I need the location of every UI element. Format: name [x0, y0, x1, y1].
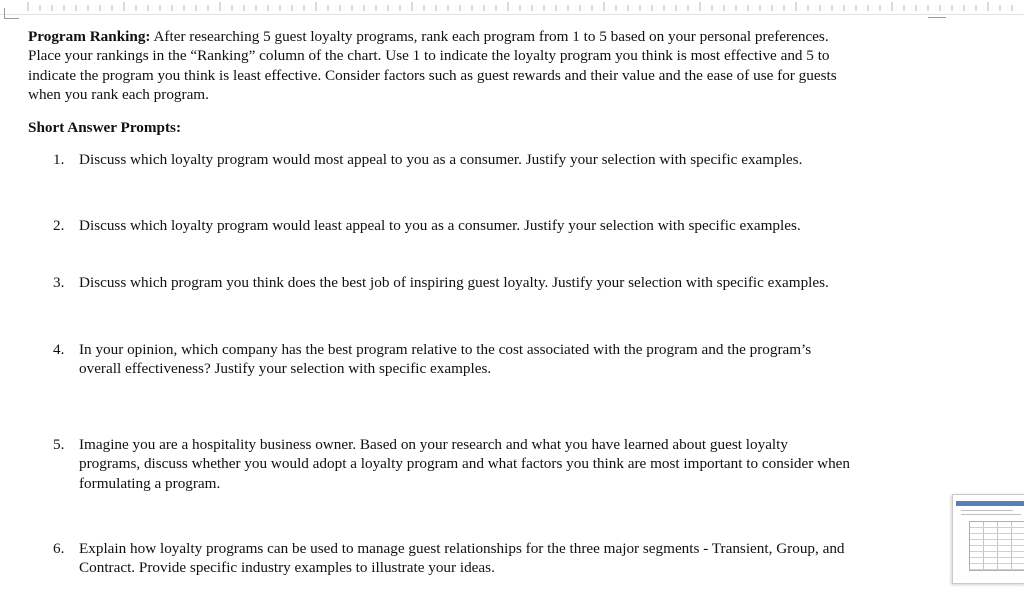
prompt-text-line: programs, discuss whether you would adopt a loyalty program and what factors you think are most important to consider when	[79, 455, 851, 473]
intro-line-4: when you rank each program.	[28, 86, 209, 104]
prompt-number: 2.	[53, 217, 65, 234]
prompt-text-line: Discuss which program you think does the best job of inspiring guest loyalty. Justify your selection with specific examples.	[79, 274, 829, 291]
document-body	[28, 27, 928, 137]
prompt-text-line: Explain how loyalty programs can be used to manage guest relationships for the three major segments - Transient, Group, and	[79, 540, 845, 557]
right-margin-marker[interactable]	[928, 12, 946, 18]
prompt-text-line: In your opinion, which company has the best program relative to the cost associated with the program and the program’s	[79, 341, 812, 358]
horizontal-ruler[interactable]	[0, 0, 1024, 15]
thumbnail-text-line	[961, 510, 1013, 511]
prompt-number: 4.	[53, 341, 65, 358]
prompt-text	[79, 273, 933, 292]
prompt-item-3	[53, 273, 933, 292]
page-thumbnail-preview[interactable]	[952, 494, 1024, 584]
prompt-item-1	[53, 150, 933, 169]
program-ranking-heading: Program Ranking:	[28, 28, 151, 45]
program-ranking-paragraph	[28, 27, 928, 105]
prompt-item-5	[53, 435, 933, 493]
prompt-text	[79, 150, 933, 169]
prompt-text-line: Discuss which loyalty program would least appeal to you as a consumer. Justify your selection with specific examples.	[79, 217, 801, 234]
prompt-item-2	[53, 216, 933, 235]
prompt-text-line: Imagine you are a hospitality business owner. Based on your research and what you have learned about guest loyalty	[79, 436, 788, 453]
prompt-number: 5.	[53, 436, 65, 453]
intro-line-2: Place your rankings in the “Ranking” column of the chart. Use 1 to indicate the loyalty program you think is most effective and 5 to	[28, 47, 830, 65]
left-margin-marker[interactable]	[4, 8, 19, 19]
prompt-text	[79, 216, 933, 235]
prompt-text	[79, 539, 933, 578]
intro-line-3: indicate the program you think is least effective. Consider factors such as guest rewards and their value and the ease of use for guests	[28, 66, 837, 84]
intro-line-1: After researching 5 guest loyalty programs, rank each program from 1 to 5 based on your personal preferences.	[150, 28, 829, 45]
prompt-text-line: overall effectiveness? Justify your selection with specific examples.	[79, 360, 492, 378]
prompt-item-4	[53, 340, 933, 379]
prompt-number: 3.	[53, 274, 65, 291]
prompt-text-line: Discuss which loyalty program would most appeal to you as a consumer. Justify your selection with specific examples.	[79, 151, 803, 168]
prompt-text	[79, 435, 933, 493]
prompt-text-line: formulating a program.	[79, 474, 221, 492]
prompt-text-line: Contract. Provide specific industry examples to illustrate your ideas.	[79, 559, 495, 577]
thumbnail-table	[969, 521, 1024, 571]
thumbnail-header-bar	[956, 501, 1024, 506]
prompt-number: 6.	[53, 540, 65, 557]
prompt-text	[79, 340, 933, 379]
ruler-ticks	[0, 0, 1024, 14]
short-answer-prompts-heading: Short Answer Prompts:	[28, 118, 182, 136]
thumbnail-text-line	[961, 514, 1021, 515]
prompt-number: 1.	[53, 151, 65, 168]
prompt-item-6	[53, 539, 933, 578]
